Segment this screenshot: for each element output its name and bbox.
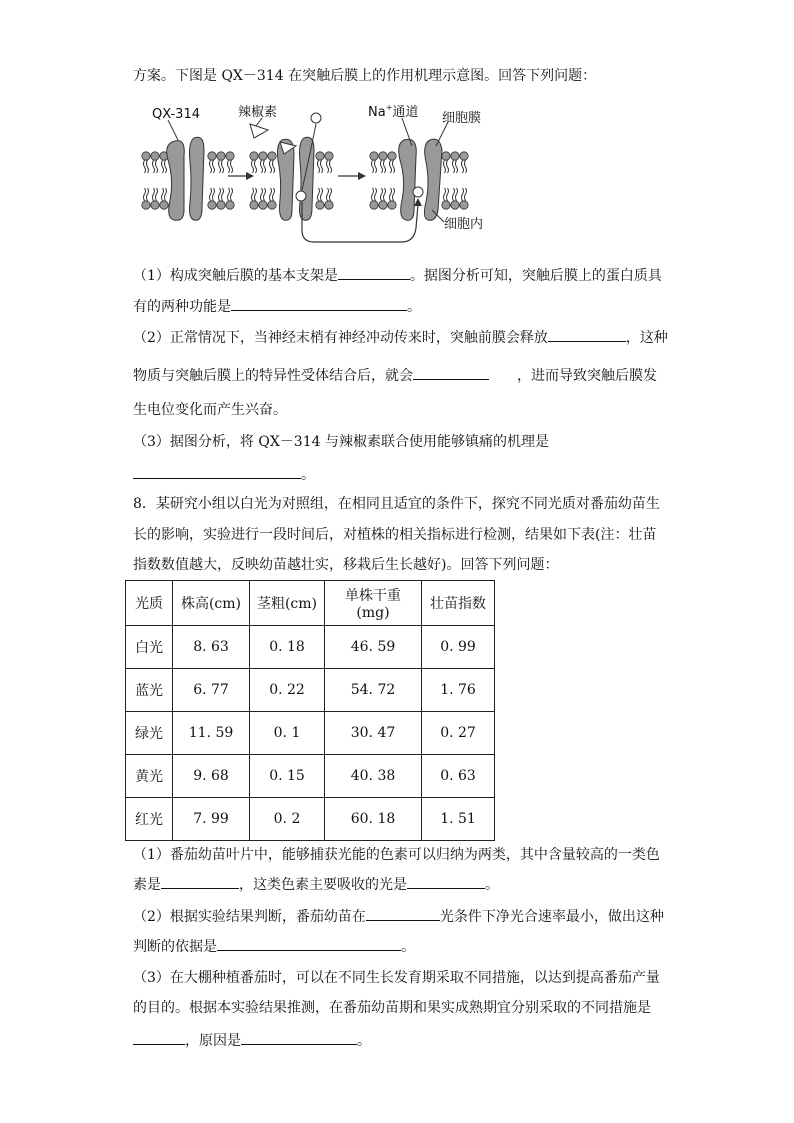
table-cell: 0. 63 — [422, 755, 495, 798]
membrane-panel-2 — [250, 113, 333, 220]
label-na-channel: Na+通道 — [368, 103, 419, 120]
table-cell: 11. 59 — [173, 712, 250, 755]
table-cell: 0. 99 — [422, 626, 495, 669]
table-header-cell: 壮苗指数 — [422, 581, 495, 626]
q7-part1-line1: （1）构成突触后膜的基本支架是 。据图分析可知，突触后膜上的蛋白质具 — [133, 265, 662, 286]
table-header-cell: 单株干重(mg) — [325, 581, 422, 626]
table-cell: 0. 2 — [250, 798, 325, 841]
table-cell: 6. 77 — [173, 669, 250, 712]
q7-part2-line2: 物质与突触后膜上的特异性受体结合后，就会 ，进而导致突触后膜发 — [133, 365, 657, 386]
table-cell: 30. 47 — [325, 712, 422, 755]
intro-text: 方案。下图是 QX－314 在突触后膜上的作用机理示意图。回答下列问题： — [133, 68, 597, 84]
light-quality-table — [125, 580, 495, 841]
q8-part2-line2: 判断的依据是 。 — [133, 936, 415, 957]
table-cell: 蓝光 — [126, 669, 173, 712]
table-header-row — [126, 581, 495, 626]
q7-part2-line3: 生电位变化而产生兴奋。 — [133, 402, 287, 418]
table-cell: 0. 1 — [250, 712, 325, 755]
table-row — [126, 626, 495, 669]
label-inside: 细胞内 — [444, 217, 484, 232]
table-cell: 1. 76 — [422, 669, 495, 712]
q7-part1-line2: 有的两种功能是 。 — [133, 296, 421, 317]
q7-part2-line1: （2）正常情况下，当神经末梢有神经冲动传来时，突触前膜会释放 ，这种 — [133, 327, 668, 348]
table-cell: 1. 51 — [422, 798, 495, 841]
q8-part1-line2: 素是 ，这类色素主要吸收的光是 。 — [133, 874, 499, 895]
table-cell: 9. 68 — [173, 755, 250, 798]
table-header-cell: 株高(cm) — [173, 581, 250, 626]
table-cell: 8. 63 — [173, 626, 250, 669]
table-cell: 绿光 — [126, 712, 173, 755]
table-row — [126, 669, 495, 712]
label-capsaicin: 辣椒素 — [238, 105, 278, 120]
q8-stem-line1: 8．某研究小组以白光为对照组，在相同且适宜的条件下，探究不同光质对番茄幼苗生 — [133, 496, 660, 512]
capsaicin-triangle — [250, 124, 268, 138]
q8-stem-line2: 长的影响，实验进行一段时间后，对植株的相关指标进行检测，结果如下表(注：壮苗 — [133, 527, 657, 543]
table-cell: 白光 — [126, 626, 173, 669]
q8-part3-line1: （3）在大棚种植番茄时，可以在不同生长发育期采取不同措施，以达到提高番茄产量 — [133, 970, 660, 986]
table-cell: 46. 59 — [325, 626, 422, 669]
q8-stem-line3: 指数数值越大，反映幼苗越壮实，移栽后生长越好)。回答下列问题： — [133, 557, 559, 573]
q7-part3-line1: （3）据图分析，将 QX－314 与辣椒素联合使用能够镇痛的机理是 — [133, 434, 549, 450]
table-row — [126, 712, 495, 755]
q8-part3-line3: ，原因是 。 — [133, 1030, 371, 1051]
table-cell: 0. 18 — [250, 626, 325, 669]
table-cell: 黄光 — [126, 755, 173, 798]
membrane-panel-3 — [370, 118, 468, 222]
q8-part2-line1: （2）根据实验结果判断，番茄幼苗在 光条件下净光合速率最小，做出这种 — [133, 906, 664, 927]
table-header-cell: 光质 — [126, 581, 173, 626]
table-row — [126, 755, 495, 798]
q7-part3-line2: 。 — [133, 464, 315, 485]
membrane-panel-1 — [142, 120, 234, 220]
table-cell: 54. 72 — [325, 669, 422, 712]
label-membrane: 细胞膜 — [442, 111, 482, 126]
table-cell: 0. 15 — [250, 755, 325, 798]
table-header-cell: 茎粗(cm) — [250, 581, 325, 626]
table-cell: 0. 22 — [250, 669, 325, 712]
label-qx314: QX-314 — [152, 107, 200, 122]
table-cell: 60. 18 — [325, 798, 422, 841]
table-cell: 红光 — [126, 798, 173, 841]
table-cell: 7. 99 — [173, 798, 250, 841]
table-cell: 0. 27 — [422, 712, 495, 755]
q8-part1-line1: （1）番茄幼苗叶片中，能够捕获光能的色素可以归纳为两类，其中含量较高的一类色 — [133, 847, 660, 863]
table-cell: 40. 38 — [325, 755, 422, 798]
q8-part3-line2: 的目的。根据本实验结果推测，在番茄幼苗期和果实成熟期宜分别采取的不同措施是 — [133, 1000, 651, 1016]
table-row — [126, 798, 495, 841]
